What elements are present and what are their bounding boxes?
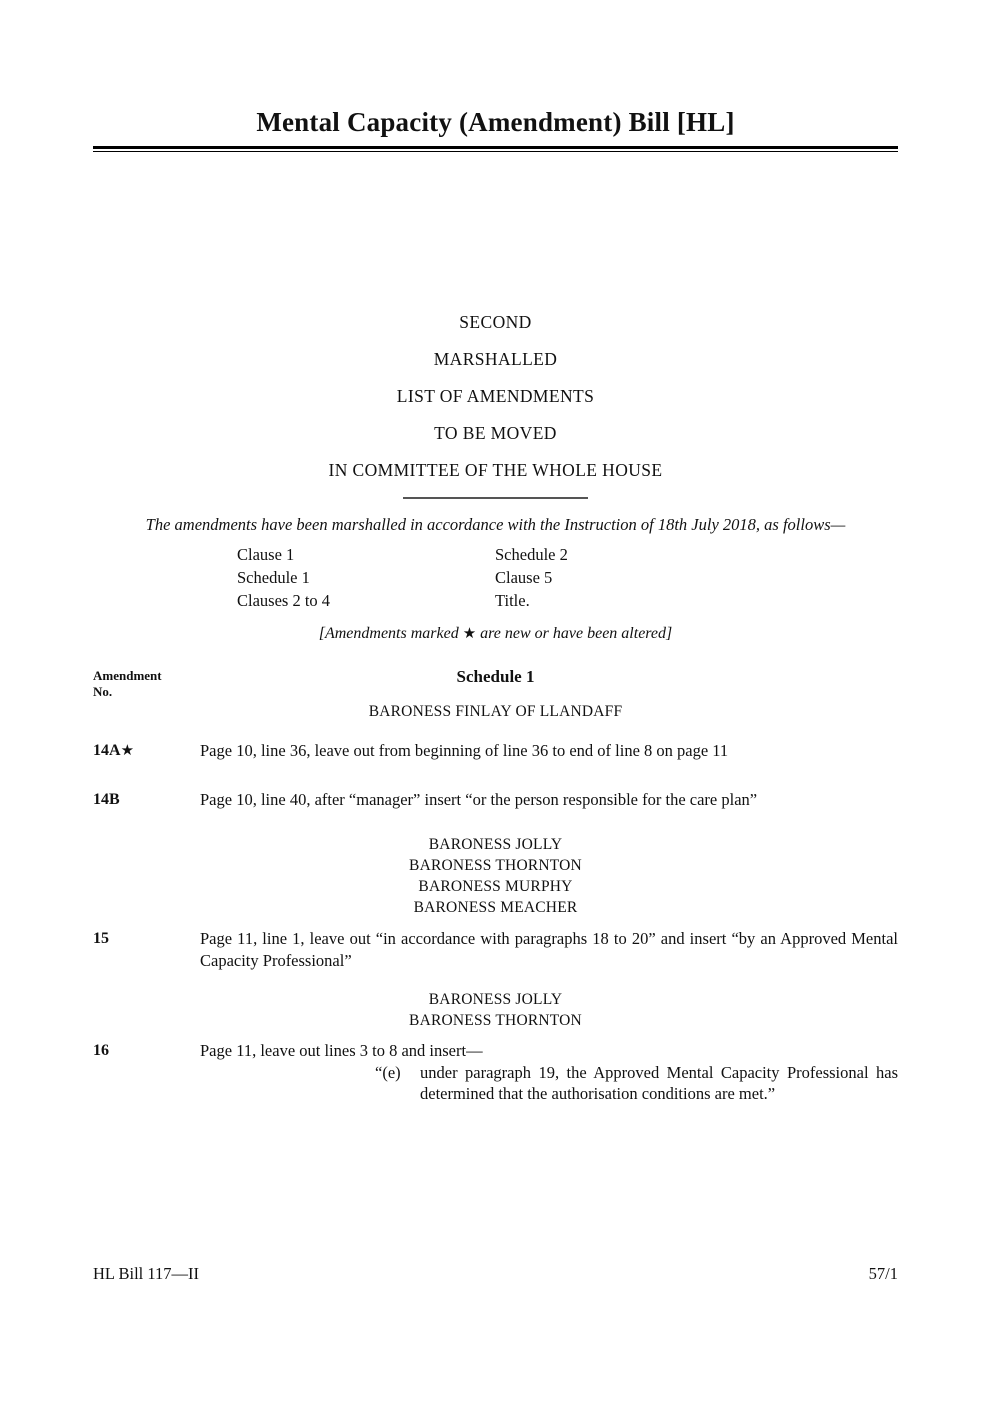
- bill-title: Mental Capacity (Amendment) Bill [HL]: [256, 107, 735, 137]
- order-item: Clause 1: [237, 545, 295, 564]
- footer-bill-number: HL Bill 117—II: [93, 1264, 200, 1283]
- cover-heading-committee: IN COMMITTEE OF THE WHOLE HOUSE: [328, 460, 663, 480]
- star-note-prefix: [Amendments marked: [318, 625, 463, 642]
- sponsor-name: BARONESS THORNTON: [409, 857, 582, 874]
- amendment-row-16: [93, 1040, 898, 1105]
- sponsor-list-group2: [93, 834, 898, 918]
- title-double-rule: [93, 146, 898, 152]
- marshalling-order-left-column: [237, 543, 495, 612]
- amendment-row-14B: [93, 789, 898, 812]
- star-icon: ★: [462, 626, 477, 642]
- schedule-header: [93, 667, 898, 701]
- amendment-text: Page 10, line 36, leave out from beginning of line 36 to end of line 8 on page 11: [200, 741, 729, 760]
- amendment-no-column-label: [93, 668, 162, 700]
- order-item: Title.: [495, 591, 530, 610]
- footer-page-ref: 57/1: [868, 1264, 898, 1283]
- cover-heading-moved: TO BE MOVED: [434, 423, 557, 443]
- inserted-provision: [200, 1062, 898, 1105]
- amendment-text: Page 10, line 40, after “manager” insert “or the person responsible for the care plan”: [200, 789, 758, 809]
- order-item: Schedule 1: [237, 568, 310, 587]
- document-footer: [93, 1264, 898, 1284]
- amendment-number-text: 15: [93, 930, 109, 947]
- cover-heading-marshalled: MARSHALLED: [433, 349, 558, 369]
- order-item: Schedule 2: [495, 545, 568, 564]
- amendment-no-label-line1: Amendment: [93, 668, 162, 683]
- sponsor-list-group3: [93, 989, 898, 1031]
- sponsor-name: BARONESS MURPHY: [418, 878, 573, 895]
- order-item: Clauses 2 to 4: [237, 591, 331, 610]
- amendment-no-label-line2: No.: [93, 684, 113, 699]
- cover-heading-second: SECOND: [459, 312, 532, 332]
- marshalling-order: [93, 543, 898, 612]
- star-icon: ★: [120, 743, 135, 759]
- sponsor-name: BARONESS JOLLY: [428, 991, 563, 1008]
- section-separator-rule: [403, 497, 588, 499]
- cover-heading-list: LIST OF AMENDMENTS: [396, 386, 595, 406]
- inserted-provision-text: under paragraph 19, the Approved Mental Capacity Professional has determined that the authorisation conditions are met.”: [420, 1062, 898, 1103]
- sponsor-list-group1: [93, 701, 898, 722]
- amendment-number-text: 14A: [93, 742, 121, 759]
- amendment-number: [93, 740, 200, 763]
- marshalling-note: The amendments have been marshalled in accordance with the Instruction of 18th July 2018, as follows—: [145, 515, 846, 534]
- amendment-number-text: 14B: [93, 790, 120, 808]
- schedule-title: Schedule 1: [456, 667, 535, 686]
- sponsor-name: BARONESS FINLAY OF LLANDAFF: [368, 703, 623, 720]
- amendment-row-14A: [93, 740, 898, 763]
- order-item: Clause 5: [495, 568, 553, 587]
- sponsor-name: BARONESS JOLLY: [428, 836, 563, 853]
- amendment-number: [93, 789, 200, 812]
- amendment-number: [93, 1040, 200, 1062]
- amendment-number-text: 16: [93, 1042, 109, 1059]
- star-legend-note: [93, 624, 898, 644]
- sponsor-name: BARONESS MEACHER: [413, 899, 578, 916]
- marshalling-order-right-column: [495, 543, 795, 612]
- amendment-number: [93, 928, 200, 950]
- amendment-text: [200, 1040, 898, 1105]
- sponsor-name: BARONESS THORNTON: [409, 1012, 582, 1029]
- star-note-suffix: are new or have been altered]: [476, 625, 673, 642]
- inserted-provision-label: “(e): [375, 1062, 401, 1082]
- amendment-row-15: [93, 928, 898, 971]
- document-header: [93, 0, 898, 152]
- cover-headings: [93, 312, 898, 480]
- amendment-text: Page 11, line 1, leave out “in accordance with paragraphs 18 to 20” and insert “by an Approved Mental Capacity Professional”: [200, 929, 898, 970]
- amendment-lead-text: Page 11, leave out lines 3 to 8 and insert—: [200, 1041, 483, 1060]
